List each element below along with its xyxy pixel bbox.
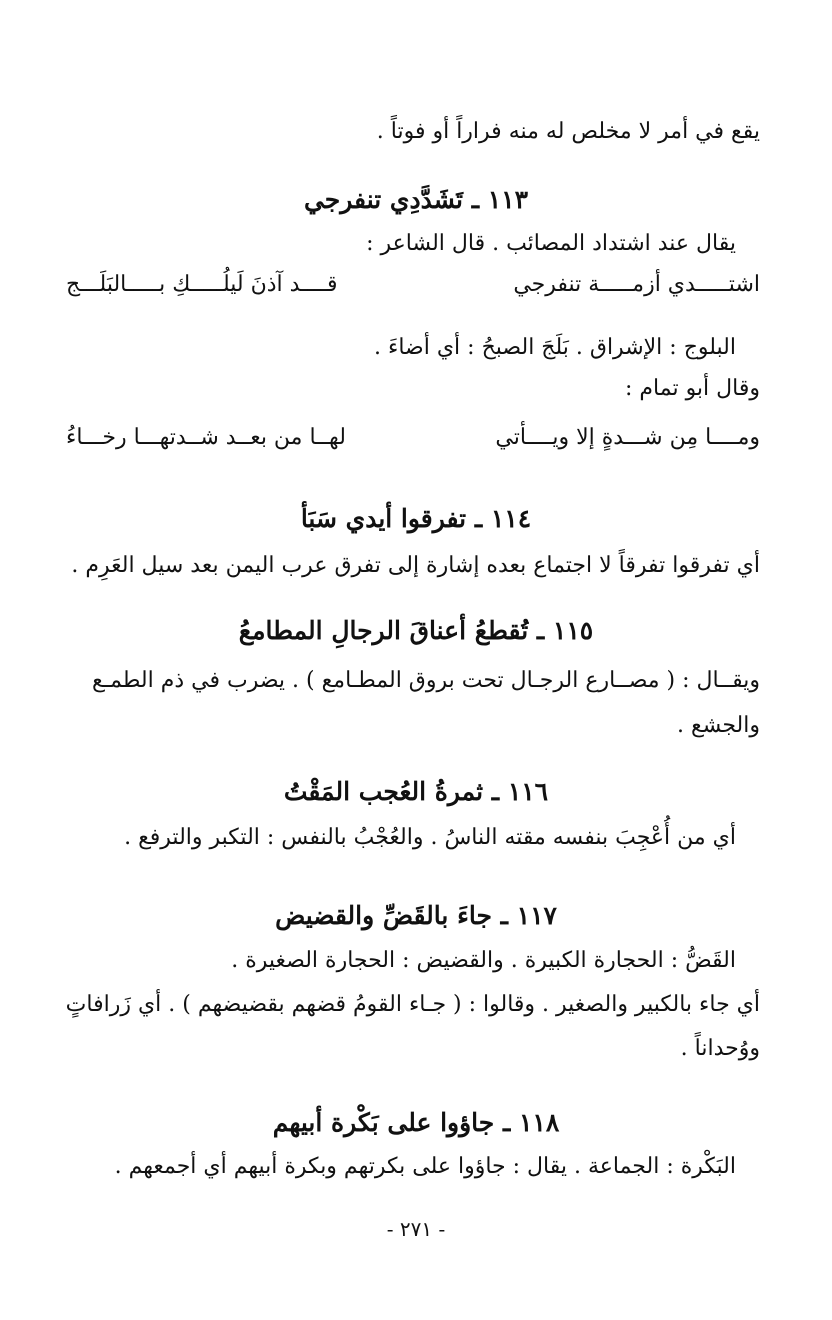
- text-line: ووُحداناً .: [680, 1036, 760, 1061]
- text-line: البَكْرة : الجماعة . يقال : جاؤوا على بكرتهم وبكرة أبيهم أي أجمعهم .: [114, 1154, 736, 1179]
- text-line: يقال عند اشتداد المصائب . قال الشاعر :: [366, 231, 736, 256]
- text-line: يقع في أمر لا مخلص له منه فراراً أو فوتاً .: [376, 119, 760, 144]
- proverb-heading-113: ١١٣ ـ تَشَدَّدِي تنفرجي: [303, 185, 529, 214]
- text-line: والجشع .: [677, 713, 760, 738]
- text-line: أي من أُعْجِبَ بنفسه مقته الناسُ . والعُجْبُ بالنفس : التكبر والترفع .: [124, 825, 736, 850]
- proverb-heading-118: ١١٨ ـ جاؤوا على بَكْرة أبيهم: [272, 1108, 560, 1137]
- text-line: أي جاء بالكبير والصغير . وقالوا : ( جـاء القومُ قضهم بقضيضهم ) . أي زَرافاتٍ: [65, 992, 760, 1017]
- text-line: القَضُّ : الحجارة الكبيرة . والقضيض : الحجارة الصغيرة .: [231, 948, 736, 973]
- verse-first-hemistich: اشتـــــدي أزمـــــة تنفرجي: [513, 272, 760, 297]
- poetry-verse: [66, 270, 760, 300]
- text-line: البلوج : الإشراق . بَلَجَ الصبحُ : أي أضاءَ .: [374, 335, 736, 360]
- proverb-heading-115: ١١٥ ـ تُقطعُ أعناقَ الرجالِ المطامعُ: [238, 616, 594, 645]
- proverb-heading-116: ١١٦ ـ ثمرةُ العُجب المَقْتُ: [283, 777, 549, 806]
- text-line: ويقــال : ( مصــارع الرجـال تحت بروق المطـامع ) . يضرب في ذم الطمـع: [92, 668, 760, 693]
- verse-second-hemistich: قــــد آذنَ لَيلُـــــكِ بـــــالبَلَـــج: [66, 272, 338, 297]
- verse-first-hemistich: ومــــا مِن شـــدةٍ إلا ويــــأتي: [495, 425, 760, 450]
- text-line: أي تفرقوا تفرقاً لا اجتماع بعده إشارة إلى تفرق عرب اليمن بعد سيل العَرِم .: [71, 553, 760, 578]
- text-line: وقال أبو تمام :: [625, 376, 760, 401]
- page-number: - ٢٧١ -: [386, 1217, 446, 1241]
- verse-second-hemistich: لهــا من بعــد شــدتهـــا رخـــاءُ: [66, 425, 346, 450]
- proverb-heading-117: ١١٧ ـ جاءَ بالقَضِّ والقضيض: [275, 901, 557, 930]
- poetry-verse: [66, 423, 760, 453]
- proverb-heading-114: ١١٤ ـ تفرقوا أيدي سَبَأ: [300, 504, 532, 533]
